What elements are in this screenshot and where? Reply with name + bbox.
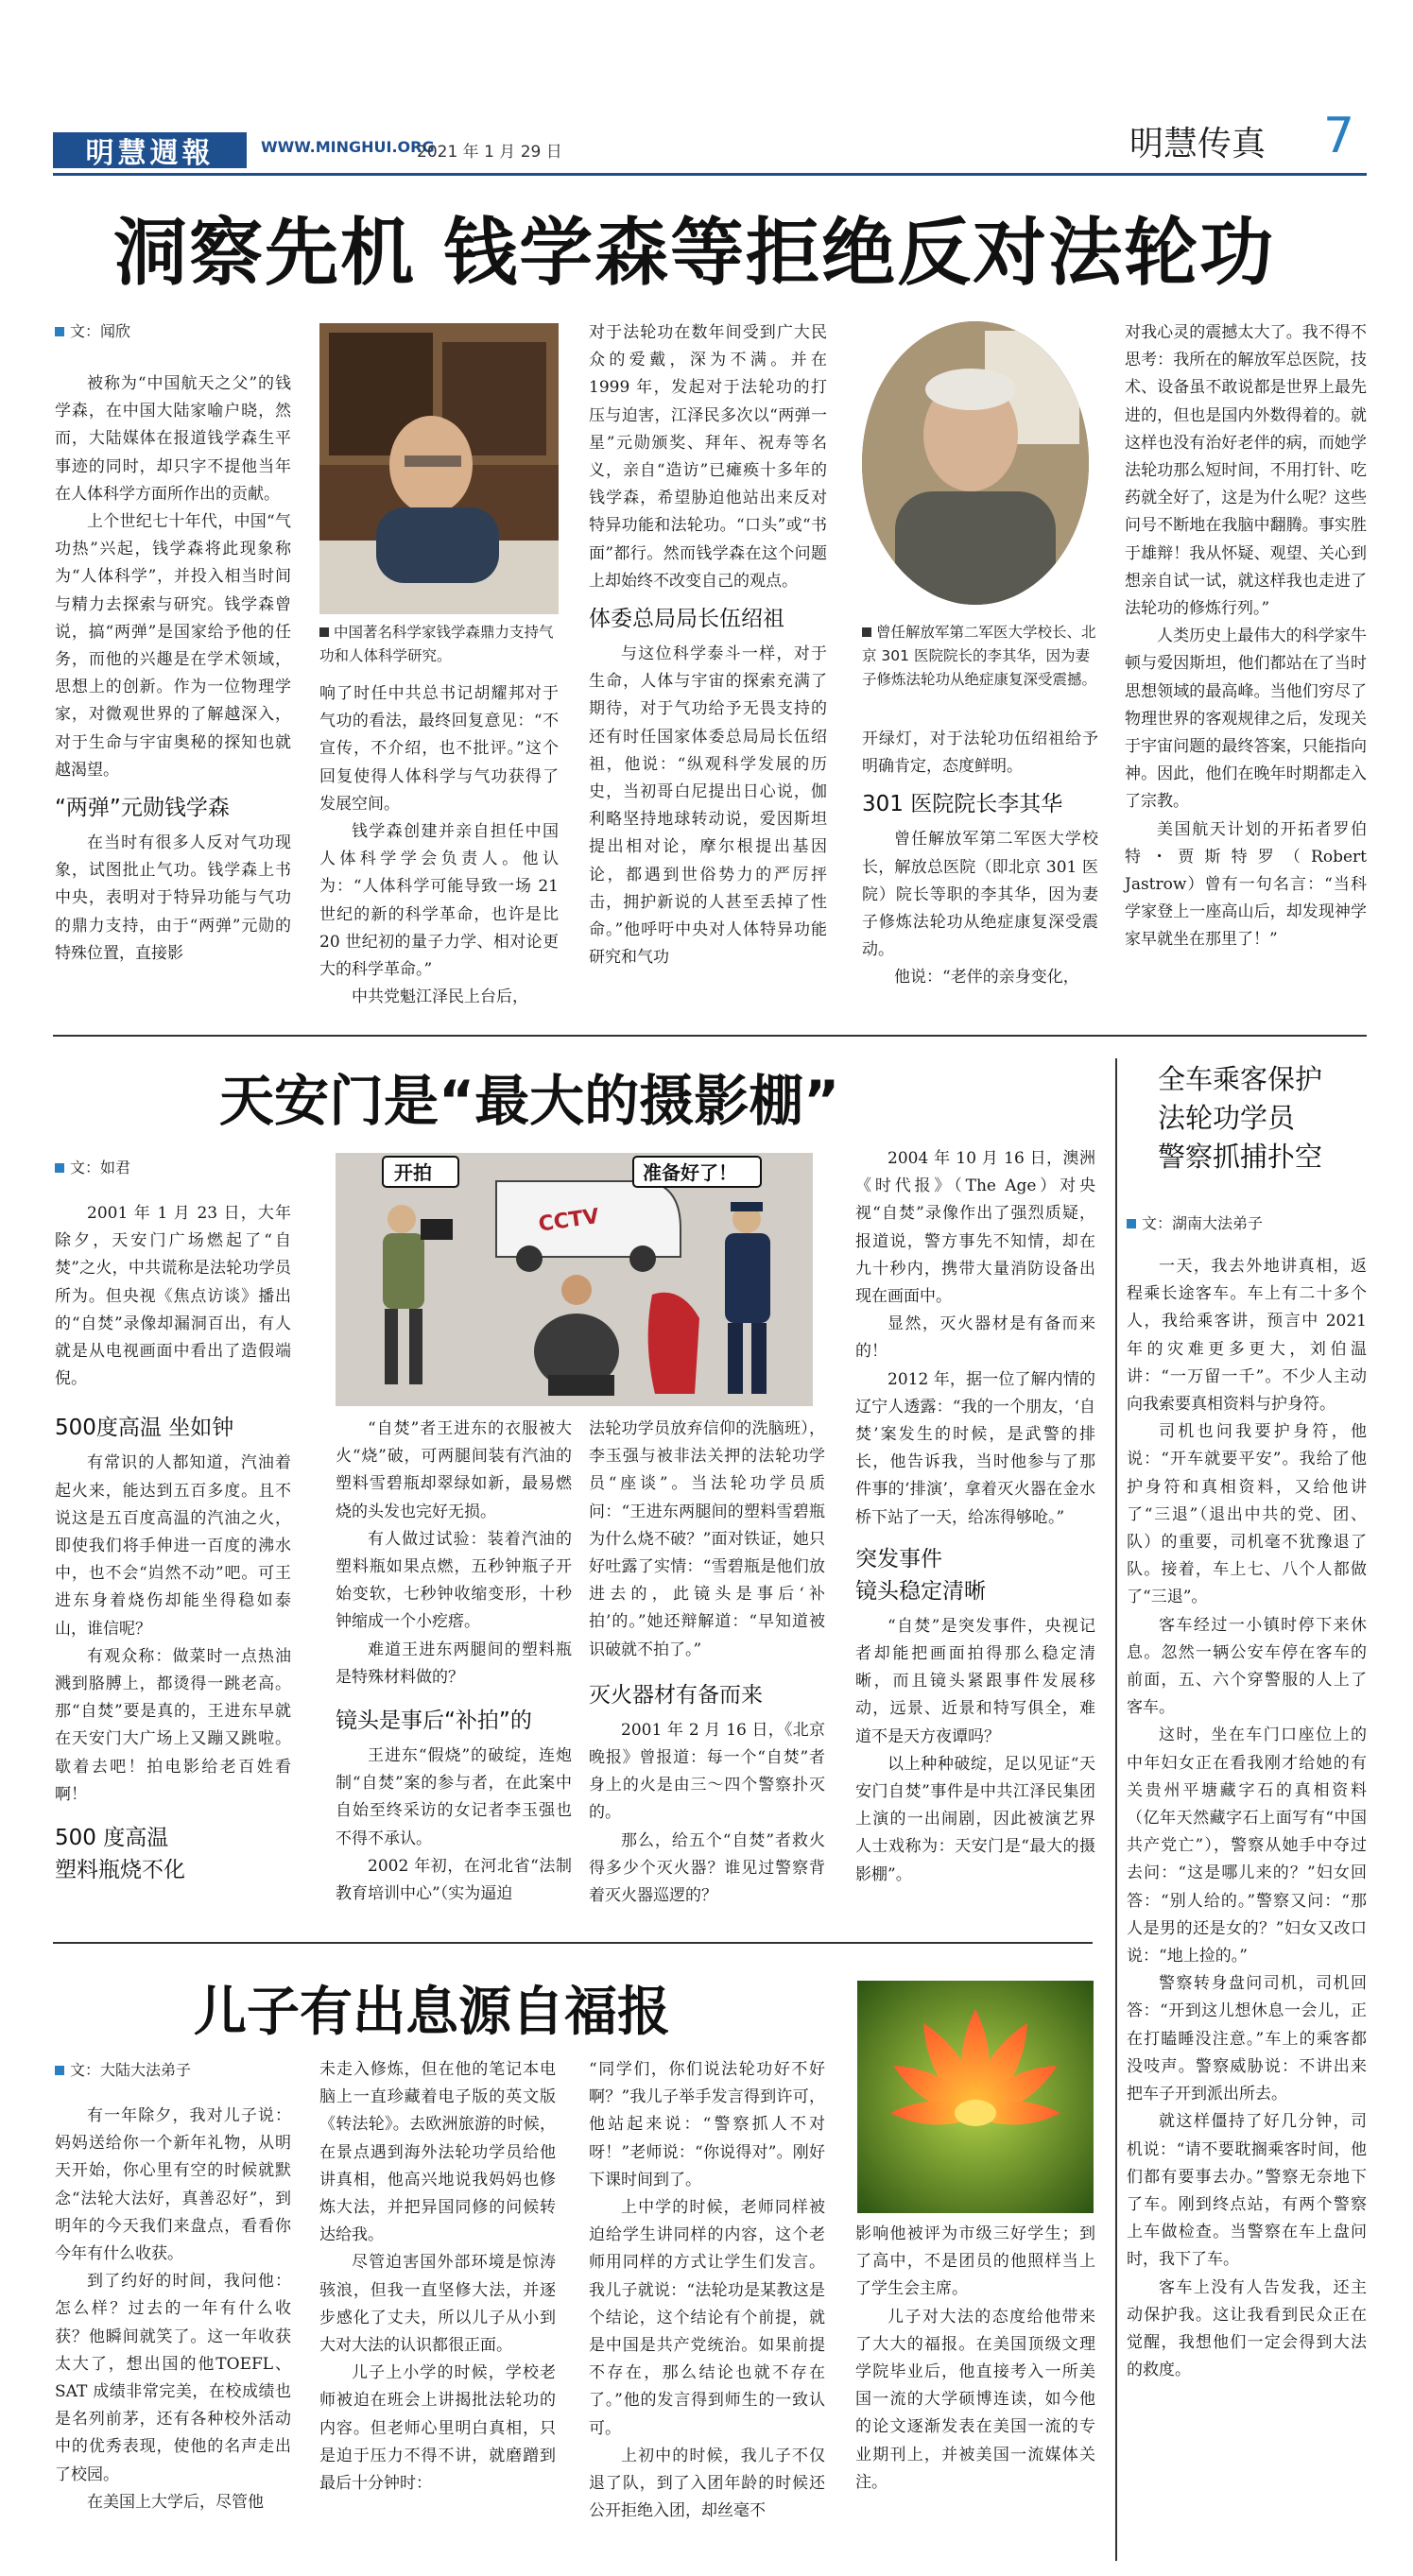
paragraph: 客车上没有人告发我，还主动保护我。这让我看到民众正在觉醒，我想他们一定会得到大法的救度。 xyxy=(1127,2277,1367,2380)
paragraph: 2002 年初，在河北省“法制教育培训中心”（实为逼迫 xyxy=(336,1856,572,1904)
square-bullet-icon xyxy=(319,627,329,637)
article3-col3 xyxy=(589,2056,825,2525)
paragraph: 美国航天计划的开拓者罗伯特・贾斯特罗（Robert Jastrow）曾有一句名言：“当科学家登上一座高山后，却发现神学家早就坐在那里了！” xyxy=(1125,819,1367,950)
article2-col2 xyxy=(336,1416,572,1908)
cartoon-image xyxy=(336,1153,813,1406)
sidebar-title-line: 警察抓捕扑空 xyxy=(1158,1141,1323,1173)
article1-byline xyxy=(55,319,130,341)
article1-col2 xyxy=(319,680,559,1011)
paragraph: 有一年除夕，我对儿子说：妈妈送给你一个新年礼物，从明天开始，你心里有空的时候就默念“法轮大法好，真善忍好”，到明年的今天我们来盘点，看看你今年有什么收获。 xyxy=(55,2106,291,2264)
article1-col1 xyxy=(55,370,291,968)
subheading: 镜头稳定清晰 xyxy=(855,1578,986,1604)
subheading: 突发事件 xyxy=(855,1546,942,1571)
paragraph: 儿子上小学的时候，学校老师被迫在班会上讲揭批法轮功的内容。但老师心里明白真相，只是迫于压力不得不讲，就磨蹭到最后十分钟时： xyxy=(319,2363,556,2494)
paragraph: 钱学森创建并亲自担任中国人体科学学会负责人。他认为：“人体科学可能导致一场 21 世纪的新的科学革命，也许是比 20 世纪初的量子力学、相对论更大的科学革命。” xyxy=(319,822,559,980)
sidebar-title xyxy=(1158,1060,1366,1176)
bubble-left-text: 开拍 xyxy=(394,1161,432,1184)
square-bullet-icon xyxy=(862,627,871,637)
paragraph: 有常识的人都知道，汽油着起火来，能达到五百多度。且不说这是五百度高温的汽油之火，即使我们将手伸进一百度的沸水中，也不会“岿然不动”吧。可王进东身着烧伤却能坐得稳如泰山，谁信呢？ xyxy=(55,1453,291,1639)
paragraph: 客车经过一小镇时停下来休息。忽然一辆公安车停在客车的前面，五、六个穿警服的人上了客车。 xyxy=(1127,1615,1367,1718)
square-bullet-icon xyxy=(1127,1219,1136,1228)
article2-col4 xyxy=(855,1145,1095,1889)
paragraph: 对于法轮功在数年间受到广大民众的爱戴，深为不满。并在 1999 年，发起对于法轮功的打压与迫害，江泽民多次以“两弹一星”元勋颁奖、拜年、祝寿等名义，亲自“造访”已瘫痪十多年的钱学森，希望胁迫他站出来反对特异功能和法轮功。“口头”或“书面”都行。然而钱学森在这个问题上却始终不改变自己的观点。 xyxy=(589,323,827,591)
paragraph: 在当时有很多人反对气功现象，试图批止气功。钱学森上书中央，表明对于特异功能与气功的鼎力支持，由于“两弹”元勋的特殊位置，直接影 xyxy=(55,833,291,963)
paragraph: 2004 年 10 月 16 日，澳洲《时代报》（The Age）对央视“自焚”录像作出了强烈质疑，报道说，警方事先不知情，却在九十秒内，携带大量消防设备出现在画面中。 xyxy=(855,1149,1095,1307)
paragraph: 2012 年，据一位了解内情的辽宁人透露：“我的一个朋友，‘自焚’案发生的时候，是武警的排长，他告诉我，当时他参与了那件事的‘排演’，拿着灭火器在金水桥下站了一天，给冻得够呛。” xyxy=(855,1369,1095,1527)
byline-text: 文：闻欣 xyxy=(70,322,131,340)
subheading: 灭火器材有备而来 xyxy=(589,1682,763,1708)
article2-col3 xyxy=(589,1416,825,1910)
article3-col4 xyxy=(855,2221,1095,2497)
article3-col1 xyxy=(55,2103,291,2516)
article2-headline: 天安门是“最大的摄影棚” xyxy=(219,1069,840,1133)
paragraph: 有人做过试验：装着汽油的塑料瓶如果点燃，五秒钟瓶子开始变软，七秒钟收缩变形，十秒钟缩成一个小疙瘩。 xyxy=(336,1529,572,1632)
section-divider xyxy=(53,1035,1367,1037)
speech-bubble-icon xyxy=(633,1157,761,1187)
article1-col3 xyxy=(589,319,827,971)
paragraph: 他说：“老伴的亲身变化， xyxy=(894,968,1079,987)
portrait-image xyxy=(319,323,559,614)
paragraph: 法轮功学员放弃信仰的洗脑班），李玉强与被非法关押的法轮功学员“座谈”。当法轮功学员质问：“王进东两腿间的塑料雪碧瓶为什么烧不破？”面对铁证，她只好吐露了实情：“雪碧瓶是他们放进去的，此镜头是事后‘补拍’的。”她还辩解道：“早知道被识破就不拍了。” xyxy=(589,1419,825,1659)
portrait-image xyxy=(862,321,1089,605)
subheading: “两弹”元勋钱学森 xyxy=(55,796,230,821)
sidebar-title-line: 法轮功学员 xyxy=(1158,1102,1296,1134)
paragraph: 到了约好的时间，我问他：怎么样？过去的一年有什么收获？他瞬间就笑了。这一年收获太大了，想出国的他TOEFL、SAT 成绩非常完美，在校成绩也是名列前茅，还有各种校外活动中的优秀表现，使他的名声走出了校园。 xyxy=(55,2272,291,2484)
paragraph: 儿子对大法的态度给他带来了大大的福报。在美国顶级文理学院毕业后，他直接考入一所美国一流的大学硕博连读，如今他的论文逐渐发表在美国一流的专业期刊上，并被美国一流媒体关注。 xyxy=(855,2307,1095,2492)
paragraph: 中共党魁江泽民上台后， xyxy=(352,987,528,1007)
masthead-divider xyxy=(53,173,1367,176)
article2-byline: 文：如君 xyxy=(55,1156,130,1177)
bubble-right-text: 准备好了！ xyxy=(643,1161,737,1184)
article1-col4 xyxy=(862,726,1098,992)
section-divider xyxy=(53,1942,1093,1944)
lotus-flower xyxy=(857,1981,1094,2213)
masthead-website[interactable]: WWW.MINGHUI.ORG xyxy=(261,138,435,156)
subheading: 镜头是事后“补拍”的 xyxy=(336,1709,532,1734)
page-number: 7 xyxy=(1323,108,1355,164)
paragraph: 上初中的时候，我儿子不仅退了队，到了入团年龄的时候还公开拒绝入团，却丝毫不 xyxy=(589,2446,825,2521)
photo2-caption: 曾任解放军第二军医大学校长、北京 301 医院院长的李其华，因为妻子修炼法轮功从绝症康复深受震撼。 xyxy=(862,624,1097,688)
square-bullet-icon xyxy=(55,2066,64,2075)
paragraph: 响了时任中共总书记胡耀邦对于气功的看法，最终回复意见：“不宣传，不介绍，也不批评。”这个回复使得人体科学与气功获得了发展空间。 xyxy=(319,684,559,814)
section-title: 明慧传真 xyxy=(1129,125,1267,163)
paragraph: 就这样僵持了好几分钟，司机说：“请不要耽搁乘客时间，他们都有要事去办。”警察无奈地下了车。刚到终点站，有两个警察上车做检查。当警察在车上盘问时，我下了车。 xyxy=(1127,2112,1367,2270)
photo1-caption: 中国著名科学家钱学森鼎力支持气功和人体科学研究。 xyxy=(319,624,554,664)
paragraph: 曾任解放军第二军医大学校长，解放总医院（即北京 301 医院）院长等职的李其华，因为妻子修炼法轮功从绝症康复深受震动。 xyxy=(862,830,1098,960)
subheading: 500 度高温 xyxy=(55,1826,169,1851)
paragraph: 人类历史上最伟大的科学家牛顿与爱因斯坦，他们都站在了当时思想领域的最高峰。当他们穷尽了物理世界的客观规律之后，发现关于宇宙问题的最终答案，只能指向神。因此，他们在晚年时期都走入了宗教。 xyxy=(1125,627,1367,812)
paragraph: 难道王进东两腿间的塑料瓶是特殊材料做的？ xyxy=(336,1640,572,1687)
masthead-logo: 明慧週報 xyxy=(53,132,247,168)
subheading: 塑料瓶烧不化 xyxy=(55,1858,185,1883)
speech-bubble-icon xyxy=(383,1157,458,1187)
paragraph: 司机也问我要护身符，他说：“开车就要平安”。我给了他护身符和真相资料，又给他讲了“三退”（退出中共的党、团、队）的重要，司机毫不犹豫退了队。接着，车上七、八个人都做了“三退”。 xyxy=(1127,1422,1367,1607)
paragraph: 一天，我去外地讲真相，返程乘长途客车。车上有二十多个人，我给乘客讲，预言中 2021 年的灾难更多更大，刘伯温讲：“一万留一千”。不少人主动向我索要真相资料与护身符。 xyxy=(1127,1257,1367,1415)
subheading: 301 医院院长李其华 xyxy=(862,792,1063,817)
paragraph: 那么，给五个“自焚”者救火得多少个灭火器？谁见过警察背着灭火器巡逻的？ xyxy=(589,1830,825,1906)
paragraph: 尽管迫害国外部环境是惊涛骇浪，但我一直坚修大法，并逐步感化了丈夫，所以儿子从小到大对大法的认识都很正面。 xyxy=(319,2253,556,2356)
article1-headline: 洞察先机 钱学森等拒绝反对法轮功 xyxy=(113,211,1276,296)
article3-col2 xyxy=(319,2056,556,2498)
sidebar-divider xyxy=(1115,1058,1117,2561)
paragraph: 开绿灯，对于法轮功伍绍祖给予明确肯定，态度鲜明。 xyxy=(862,730,1098,777)
paragraph: 影响他被评为市级三好学生；到了高中，不是团员的他照样当上了学生会主席。 xyxy=(855,2224,1095,2299)
sidebar-byline: 文：湖南大法弟子 xyxy=(1127,1211,1263,1233)
paragraph: 被称为“中国航天之父”的钱学森，在中国大陆家喻户晓，然而，大陆媒体在报道钱学森生平事迹的同时，却只字不提他当年在人体科学方面所作出的贡献。 xyxy=(55,374,291,504)
article3-headline: 儿子有出息源自福报 xyxy=(194,1982,670,2043)
paragraph: 这时，坐在车门口座位上的中年妇女正在看我刚才给她的有关贵州平塘藏字石的真相资料（亿年天然藏字石上面写有“中国共产党亡”），警察从她手中夺过去问：“这是哪儿来的？”妇女回答：“别人给的。”警察又问：“那人是男的还是女的？”妇女又改口说：“地上捡的。” xyxy=(1127,1726,1367,1966)
lotus-photo xyxy=(857,1981,1094,2213)
paragraph: 警察转身盘问司机，司机回答：“开到这儿想休息一会儿，正在打瞌睡没注意。”车上的乘客都没吱声。警察威胁说：不讲出来把车子开到派出所去。 xyxy=(1127,1974,1367,2104)
paragraph: 在美国上大学后，尽管他 xyxy=(87,2492,264,2512)
sidebar-title-line: 全车乘客保护 xyxy=(1158,1063,1323,1095)
li-qihua-photo xyxy=(862,321,1089,605)
paragraph: 未走入修炼，但在他的笔记本电脑上一直珍藏着电子版的英文版《转法轮》。去欧洲旅游的时候，在景点遇到海外法轮功学员给他讲真相，他高兴地说我妈妈也修炼大法，并把异国同修的问候转达给我。 xyxy=(319,2060,556,2245)
cartoon-illustration xyxy=(336,1153,813,1406)
paragraph: “自焚”者王进东的衣服被大火“烧”破，可两腿间装有汽油的塑料雪碧瓶却翠绿如新，最易燃烧的头发也完好无损。 xyxy=(336,1419,572,1521)
paragraph: 上中学的时候，老师同样被迫给学生讲同样的内容，这个老师用同样的方式让学生们发言。我儿子就说：“法轮功是某教这是个结论，这个结论有个前提，就是中国是共产党统治。如果前提不存在，那么结论也就不存在了。”他的发言得到师生的一致认可。 xyxy=(589,2198,825,2438)
square-bullet-icon xyxy=(55,1163,64,1173)
paragraph: “自焚”是突发事件，央视记者却能把画面拍得那么稳定清晰，而且镜头紧跟事件发展移动，远景、近景和特写俱全，难道不是天方夜谭吗？ xyxy=(855,1616,1095,1746)
article1-col5 xyxy=(1125,319,1367,954)
sidebar-body xyxy=(1127,1253,1367,2384)
paragraph: 显然，灭火器材是有备而来的！ xyxy=(855,1314,1095,1362)
qian-xuesen-photo xyxy=(319,323,559,614)
paragraph: 2001 年 1 月 23 日，大年除夕，天安门广场燃起了“自焚”之火，中共谎称是法轮功学员所为。但央视《焦点访谈》播出的“自焚”录像却漏洞百出，有人就是从电视画面中看出了造假端倪。 xyxy=(55,1204,291,1389)
square-bullet-icon xyxy=(55,327,64,336)
paragraph: 王进东“假烧”的破绽，连炮制“自焚”案的参与者，在此案中自始至终采访的女记者李玉强也不得不承认。 xyxy=(336,1746,572,1848)
paragraph: 与这位科学泰斗一样，对于生命，人体与宇宙的探索充满了期待，对于气功给予无畏支持的还有时任国家体委总局局长伍绍祖，他说：“纵观科学发展的历史，当初哥白尼提出日心说，伽利略坚持地球转动说，爱因斯坦提出相对论，摩尔根提出基因论，都遇到世俗势力的严厉抨击，拥护新说的人甚至丢掉了性命。”他呼吁中央对人体特异功能研究和气功 xyxy=(589,644,827,968)
paragraph: “同学们，你们说法轮功好不好啊？”我儿子举手发言得到许可，他站起来说：“警察抓人不对呀！”老师说：“你说得对”。刚好下课时间到了。 xyxy=(589,2060,825,2190)
paragraph: 以上种种破绽，足以见证“天安门自焚”事件是中共江泽民集团上演的一出闹剧，因此被演艺界人士戏称为：天安门是“最大的摄影棚”。 xyxy=(855,1754,1095,1884)
article3-byline: 文：大陆大法弟子 xyxy=(55,2058,191,2080)
masthead-date: 2021 年 1 月 29 日 xyxy=(417,143,562,162)
subheading: 500度高温 坐如钟 xyxy=(55,1416,234,1441)
cctv-label: CCTV xyxy=(537,1204,601,1237)
paragraph: 对我心灵的震撼太大了。我不得不思考：我所在的解放军总医院，技术、设备虽不敢说都是世界上最先进的，但也是国内外数得着的。就这样也没有治好老伴的病，而她学法轮功那么短时间，不用打针、吃药就全好了，这是为什么呢？这些问号不断地在我脑中翻腾。事实胜于雄辩！我从怀疑、观望、关心到想亲自试一试，就这样我也走进了法轮功的修炼行列。” xyxy=(1125,323,1367,619)
subheading: 体委总局局长伍绍祖 xyxy=(589,607,784,632)
paragraph: 上个世纪七十年代，中国“气功热”兴起，钱学森将此现象称为“人体科学”，并投入相当时间与精力去探索与研究。钱学森曾说，搞“两弹”是国家给予他的任务，而他的兴趣是在学术领域，思想上的创新。作为一位物理学家，对微观世界的了解越深入，对于生命与宇宙奥秘的探知也就越渴望。 xyxy=(55,512,291,780)
paragraph: 有观众称：做菜时一点热油溅到胳膊上，都烫得一跳老高。那“自焚”要是真的，王进东早就在天安门大广场上又蹦又跳啦。歇着去吧！拍电影给老百姓看啊！ xyxy=(55,1646,291,1804)
article2-col1 xyxy=(55,1200,291,1892)
paragraph: 2001 年 2 月 16 日，《北京晚报》曾报道：每一个“自焚”者身上的火是由三～四个警察扑灭的。 xyxy=(589,1720,825,1823)
